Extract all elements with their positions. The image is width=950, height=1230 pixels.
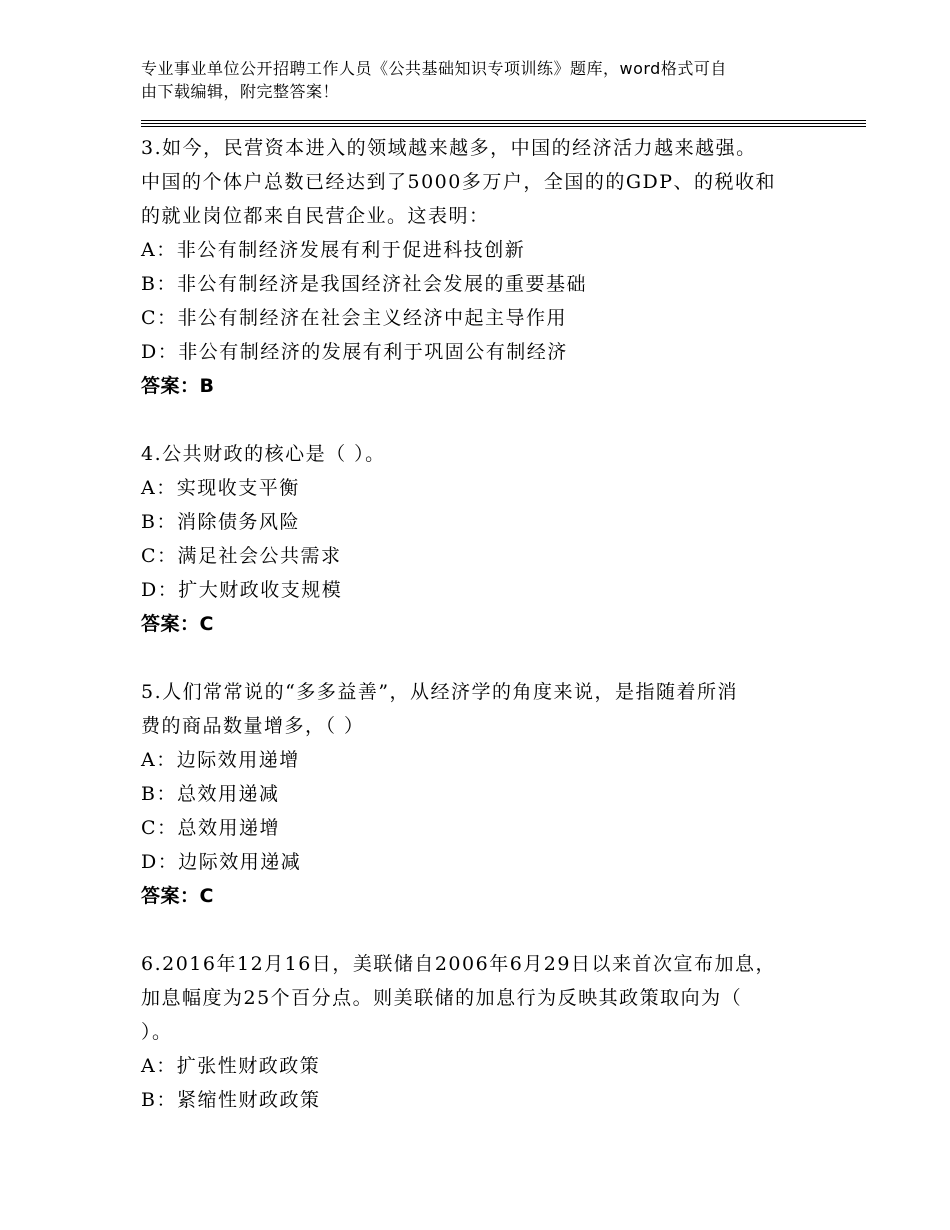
question-text-line: 加息幅度为25个百分点。则美联储的加息行为反映其政策取向为（ bbox=[141, 987, 743, 1009]
question-text-line: 中国的个体户总数已经达到了5000多万户，全国的的GDP、的税收和 bbox=[141, 171, 777, 193]
option-a: A：扩张性财政政策 bbox=[141, 1055, 321, 1077]
option-b: B：总效用递减 bbox=[141, 783, 280, 805]
header-line-2: 由下载编辑，附完整答案！ bbox=[141, 82, 340, 101]
question-text-line: 的就业岗位都来自民营企业。这表明： bbox=[141, 205, 490, 227]
question-text-line: 6.2016年12月16日，美联储自2006年6月29日以来首次宣布加息， bbox=[141, 953, 776, 975]
question-3 bbox=[141, 131, 821, 403]
question-list bbox=[141, 131, 821, 1117]
answer: 答案：C bbox=[141, 885, 214, 907]
document-header bbox=[141, 57, 821, 103]
answer: 答案：C bbox=[141, 613, 214, 635]
option-d: D：扩大财政收支规模 bbox=[141, 579, 343, 601]
option-c: C：总效用递增 bbox=[141, 817, 281, 839]
option-a: A：实现收支平衡 bbox=[141, 477, 300, 499]
option-c: C：非公有制经济在社会主义经济中起主导作用 bbox=[141, 307, 568, 329]
option-b: B：非公有制经济是我国经济社会发展的重要基础 bbox=[141, 273, 587, 295]
spacer bbox=[141, 913, 821, 947]
option-a: A：边际效用递增 bbox=[141, 749, 300, 771]
answer: 答案：B bbox=[141, 375, 215, 397]
question-text-line: 5.人们常常说的“多多益善”，从经济学的角度来说，是指随着所消 bbox=[141, 681, 739, 703]
option-d: D：非公有制经济的发展有利于巩固公有制经济 bbox=[141, 341, 568, 363]
question-6 bbox=[141, 947, 821, 1117]
header-rule-1 bbox=[141, 120, 866, 121]
question-5 bbox=[141, 675, 821, 913]
question-text-line: 费的商品数量增多，（ ） bbox=[141, 715, 365, 737]
option-d: D：边际效用递减 bbox=[141, 851, 302, 873]
question-text-line: 3.如今，民营资本进入的领域越来越多，中国的经济活力越来越强。 bbox=[141, 137, 757, 159]
question-text-line: ）。 bbox=[141, 1021, 173, 1043]
question-4 bbox=[141, 437, 821, 641]
header-rule-3 bbox=[141, 126, 866, 127]
option-c: C：满足社会公共需求 bbox=[141, 545, 342, 567]
option-a: A：非公有制经济发展有利于促进科技创新 bbox=[141, 239, 526, 261]
header-line-1: 专业事业单位公开招聘工作人员《公共基础知识专项训练》题库，word格式可自 bbox=[141, 59, 727, 78]
spacer bbox=[141, 641, 821, 675]
header-rule-2 bbox=[141, 123, 866, 124]
spacer bbox=[141, 403, 821, 437]
option-b: B：紧缩性财政政策 bbox=[141, 1089, 321, 1111]
question-text-line: 4.公共财政的核心是（ ）。 bbox=[141, 443, 386, 465]
option-b: B：消除债务风险 bbox=[141, 511, 300, 533]
